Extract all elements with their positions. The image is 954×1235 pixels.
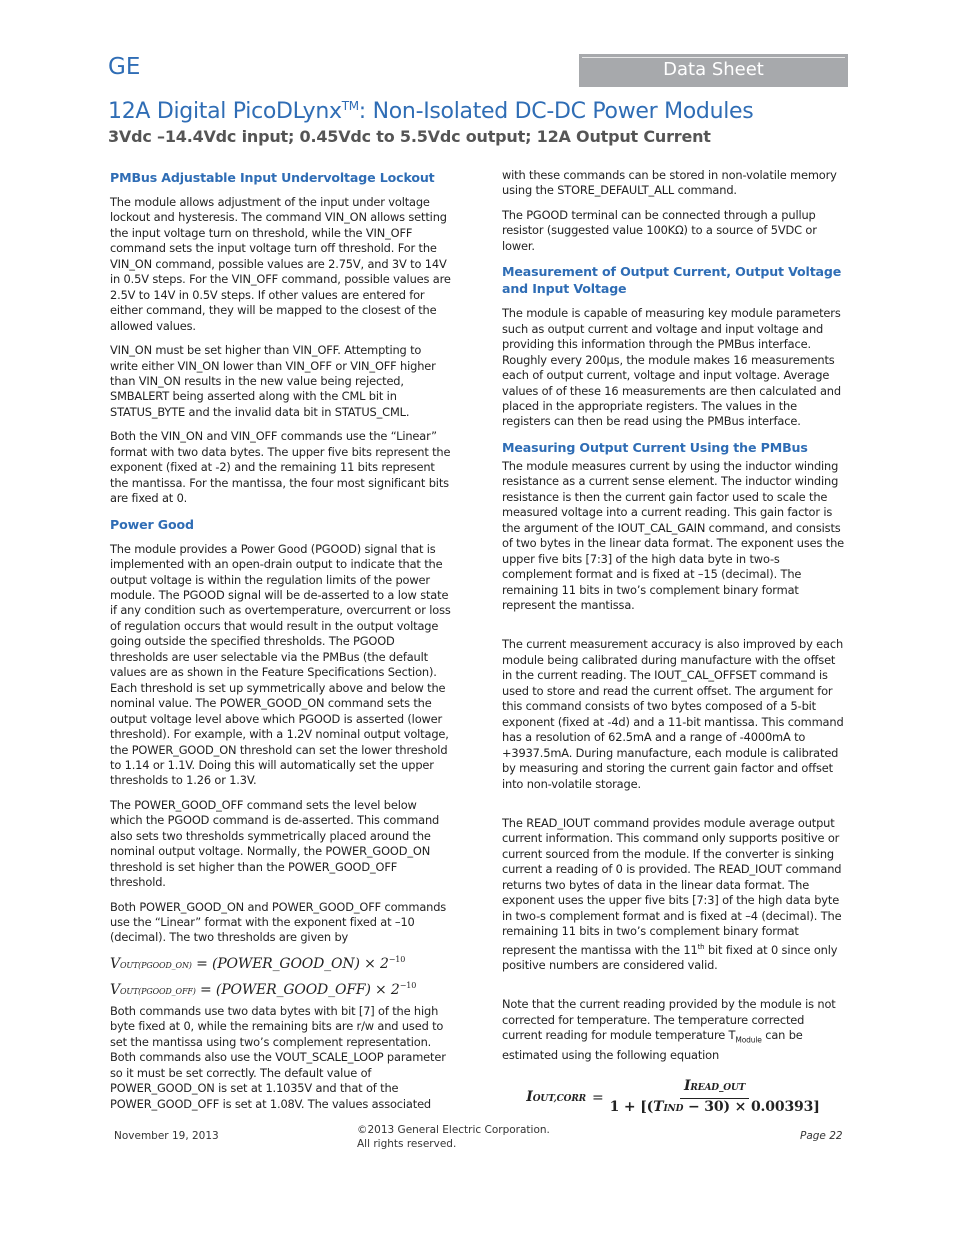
footer-copyright [357, 1123, 550, 1151]
equation-iout-corr: IOUT,CORR = $\frac{\text{IREAD\_OUT}}{\text{1 + [(TIND − 30) × 0.00393]}}$ [526, 1078, 820, 1115]
heading-measuring-iout: Measuring Output Current Using the PMBus [502, 439, 808, 455]
footer-page-number: Page 22 [800, 1130, 843, 1142]
paragraph: Both the VIN_ON and VIN_OFF commands use the “Linear” format with two data bytes. The upper five bits represent the exponent (fixed at -2) and the remaining 11 bits represent the mantissa. For the mantissa, the four most significant bits are fixed at 0. [110, 429, 451, 506]
left-column [110, 169, 452, 1121]
paragraph: Note that the current reading provided by the module is not corrected for temperature. The temperature corrected current reading for module temperature $T_{Module}$ can be estimated using the following equation [502, 997, 836, 1062]
title-main: 12A Digital PicoDLynx [108, 99, 342, 124]
title-rest: : Non-Isolated DC-DC Power Modules [358, 99, 754, 124]
title-tm: TM [341, 99, 359, 113]
badge-label: Data Sheet [663, 59, 764, 80]
paragraph: The POWER_GOOD_OFF command sets the level below which the PGOOD command is de-asserted. This command also sets two thresholds symmetrically placed around the nominal output voltage. Normally, the POWER_GOOD_ON threshold is set higher than the POWER_GOOD_OFF threshold. [110, 797, 440, 890]
paragraph: Both POWER_GOOD_ON and POWER_GOOD_OFF commands use the “Linear” format with the exponent fixed at –10 (decimal). The two thresholds are given by [110, 899, 447, 945]
data-sheet-badge [579, 54, 848, 87]
paragraph: with these commands can be stored in non-volatile memory using the STORE_DEFAULT_ALL command. [502, 168, 837, 198]
paragraph: The module measures current by using the inductor winding resistance as a current sense element. The inductor winding resistance is then the current gain factor used to scale the measured voltage into a current reading. This gain factor is the argument of the IOUT_CAL_GAIN command, and consists of two bytes in the linear data format. The exponent uses the upper five bits [7:3] of the high data byte in two-s complement format and is fixed at –15 (decimal). The remaining 11 bits in two’s complement binary format represent the mantissa. [502, 458, 845, 612]
page-subtitle: 3Vdc –14.4Vdc input; 0.45Vdc to 5.5Vdc output; 12A Output Current [108, 127, 711, 146]
heading-power-good: Power Good [110, 516, 194, 532]
paragraph: Both commands use two data bytes with bit [7] of the high byte fixed at 0, while the remaining bits are r/w and used to set the mantissa using two’s complement representation. Both commands also use the VOUT_SCALE_LOOP parameter so it must be set correctly. The default value of POWER_GOOD_ON is set at 1.1035V and that of the POWER_GOOD_OFF is set at 1.08V. The values associated [110, 1003, 446, 1111]
page-title [108, 99, 753, 124]
paragraph: The module is capable of measuring key module parameters such as output current and voltage and input voltage and providing this information through the PMBus interface. Roughly every 200μs, the module makes 16 measurements each of output current, voltage and input voltage. Average values of of these 16 measurements are then calculated and placed in the appropriate registers. The values in the registers can then be read using the PMBus interface. [502, 306, 841, 429]
paragraph: The READ_IOUT command provides module average output current information. This command only supports positive or current sourced from the module. If the converter is sinking current a reading of 0 is provided. The READ_IOUT command returns two bytes of data in the linear data format. The exponent uses the upper five bits [7:3] of the high data byte in two-s complement format and is fixed at –4 (decimal). The remaining 11 bits in two’s complement binary format represent the mantissa with the 11th bit fixed at 0 since only positive numbers are considered valid. [502, 815, 842, 972]
heading-measurement: Measurement of Output Current, Output Voltage and Input Voltage [502, 264, 842, 297]
paragraph: The current measurement accuracy is also improved by each module being calibrated during manufacture with the offset in the current reading. The IOUT_CAL_OFFSET command is used to store and read the current offset. The argument for this command consists of two bytes composed of a 5-bit exponent (fixed at -4d) and a 11-bit mantissa. This command has a resolution of 62.5mA and a range of -4000mA to +3937.5mA. During manufacture, each module is calibrated by measuring and storing the current gain factor and offset into non-volatile storage. [502, 637, 844, 791]
equation-pgood-on: VOUT(PGOOD_ON) = (POWER_GOOD_ON) × $2^{-10}$ [110, 954, 406, 972]
copyright-line: All rights reserved. [357, 1138, 457, 1150]
heading-uvlo: PMBus Adjustable Input Undervoltage Lockout [110, 170, 435, 185]
paragraph: The module allows adjustment of the input under voltage lockout and hysteresis. The command VIN_ON allows setting the input voltage turn on threshold, while the VIN_OFF command sets the input voltage turn off threshold. For the VIN_ON command, possible values are 2.75V, and 3V to 14V in 0.5V steps. For the VIN_OFF command, possible values are 2.5V to 14V in 0.5V steps. If other values are entered for either command, they will be mapped to the closest of the allowed values. [110, 195, 451, 333]
paragraph: The PGOOD terminal can be connected through a pullup resistor (suggested value 100KΩ) to a source of 5VDC or lower. [502, 207, 817, 253]
paragraph: The module provides a Power Good (PGOOD) signal that is implemented with an open-drain output to indicate that the output voltage is within the regulation limits of the power module. The PGOOD signal will be de-asserted to a low state if any condition such as overtemperature, overcurrent or loss of regulation occurs that would result in the output voltage going outside the specified thresholds. The PGOOD thresholds are user selectable via the PMBus (the default values are as shown in the Feature Specifications Section). Each threshold is set up symmetrically above and below the nominal value. The POWER_GOOD_ON command sets the output voltage level above which PGOOD is asserted (lower threshold). For example, with a 1.2V nominal output voltage, the POWER_GOOD_ON threshold can set the lower threshold to 1.14 or 1.1V. Doing this will automatically set the upper thresholds to 1.26 or 1.3V. [110, 541, 451, 788]
badge-rule [582, 57, 845, 58]
paragraph: VIN_ON must be set higher than VIN_OFF. Attempting to write either VIN_ON lower than VIN_OFF or VIN_OFF higher than VIN_ON results in the new value being rejected, SMBALERT being asserted along with the CML bit in STATUS_BYTE and the invalid data bit in STATUS_CML. [110, 343, 436, 419]
right-column [502, 168, 844, 1117]
copyright-line: ©2013 General Electric Corporation. [357, 1124, 550, 1136]
footer-date: November 19, 2013 [114, 1130, 219, 1142]
equation-pgood-off: VOUT(PGOOD_OFF) = (POWER_GOOD_OFF) × $2^{-10}$ [110, 981, 417, 999]
ge-logo: GE [108, 54, 141, 80]
